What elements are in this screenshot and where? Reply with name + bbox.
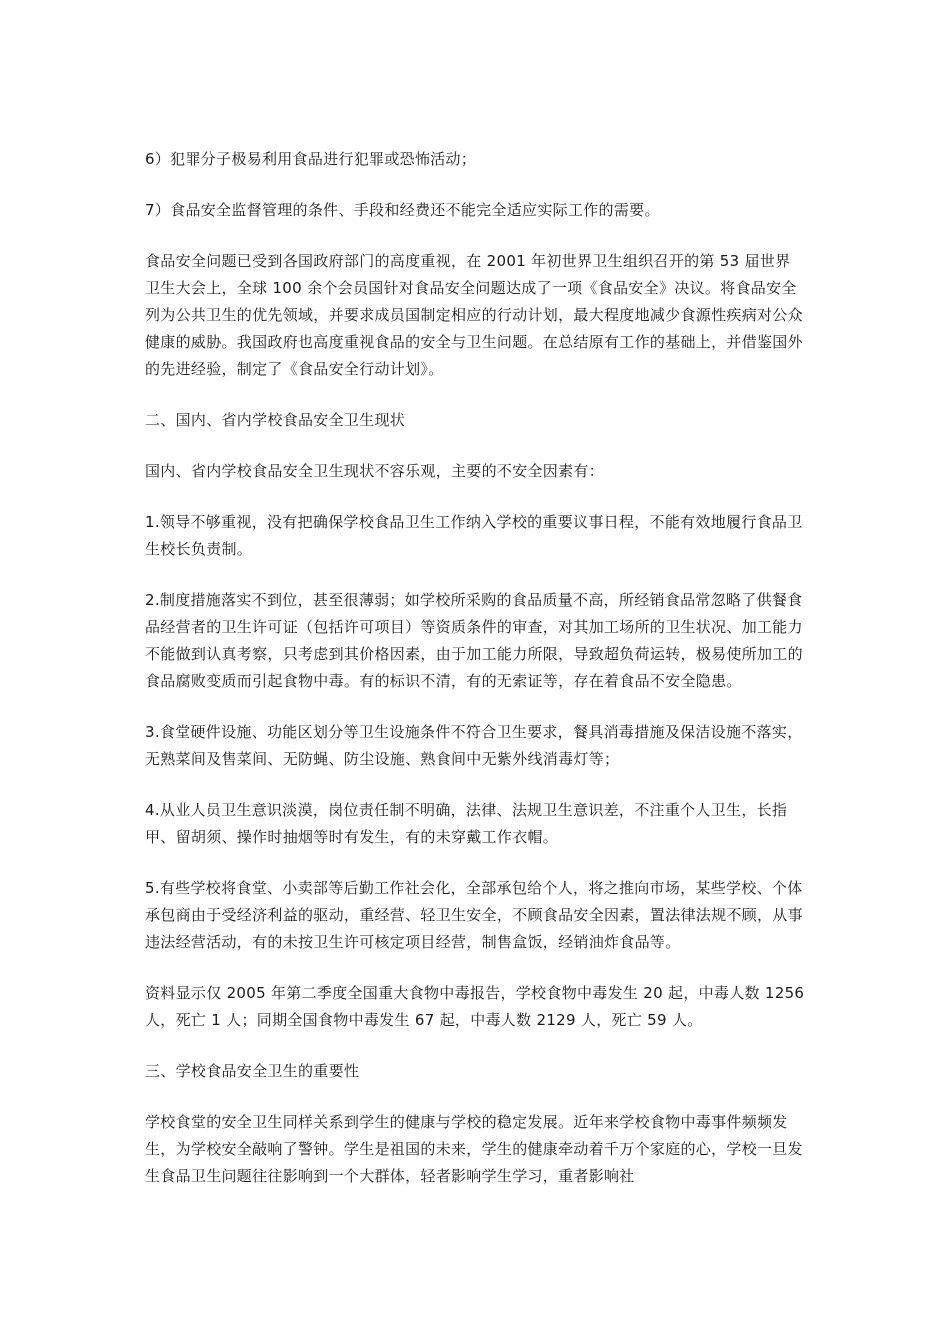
statistics-paragraph: 资料显示仅 2005 年第二季度全国重大食物中毒报告，学校食物中毒发生 20 起，中毒人数 1256 人，死亡 1 人；同期全国食物中毒发生 67 起，中毒人数 2129 人，死亡 59 人。 [145, 984, 805, 1029]
numbered-item-2: 2.制度措施落实不到位，甚至很薄弱；如学校所采购的食品质量不高，所经销食品常忽略了供餐食品经营者的卫生许可证（包括许可项目）等资质条件的审查，对其加工场所的卫生状况、加工能力不能做到认真考察，只考虑到其价格因素，由于加工能力所限，导致超负荷运转，极易使所加工的食品腐败变质而引起食物中毒。有的标识不清，有的无索证等，存在着食品不安全隐患。 [145, 591, 803, 690]
body-paragraph: 食品安全问题已受到各国政府部门的高度重视，在 2001 年初世界卫生组织召开的第 53 届世界卫生大会上，全球 100 余个会员国针对食品安全问题达成了一项《食品安全》决议。将食品安全列为公共卫生的优先领域，并要求成员国制定相应的行动计划，最大程度地减少食源性疾病对公众健康的威胁。我国政府也高度重视食品的安全与卫生问题。在总结原有工作的基础上，并借鉴国外的先进经验，制定了《食品安全行动计划》。 [145, 252, 803, 378]
numbered-item-3: 3.食堂硬件设施、功能区划分等卫生设施条件不符合卫生要求，餐具消毒措施及保洁设施不落实，无熟菜间及售菜间、无防蝇、防尘设施、熟食间中无紫外线消毒灯等； [145, 723, 803, 768]
document-body [145, 146, 805, 1214]
numbered-item-5: 5.有些学校将食堂、小卖部等后勤工作社会化，全部承包给个人，将之推向市场，某些学校、个体承包商由于受经济利益的驱动，重经营、轻卫生安全，不顾食品安全因素，置法律法规不顾，从事违法经营活动，有的未按卫生许可核定项目经营，制售盒饭，经销油炸食品等。 [145, 879, 803, 951]
section-heading-3: 三、学校食品安全卫生的重要性 [145, 1062, 360, 1080]
numbered-item-4: 4.从业人员卫生意识淡漠，岗位责任制不明确，法律、法规卫生意识差，不注重个人卫生，长指甲、留胡须、操作时抽烟等时有发生，有的未穿戴工作衣帽。 [145, 801, 788, 846]
list-item-6: 6）犯罪分子极易利用食品进行犯罪或恐怖活动； [145, 150, 477, 168]
body-paragraph: 学校食堂的安全卫生同样关系到学生的健康与学校的稳定发展。近年来学校食物中毒事件频频发生，为学校安全敲响了警钟。学生是祖国的未来，学生的健康牵动着千万个家庭的心，学校一旦发生食品卫生问题往往影响到一个大群体，轻者影响学生学习，重者影响社 [145, 1113, 803, 1185]
section-heading-2: 二、国内、省内学校食品安全卫生现状 [145, 411, 406, 429]
numbered-item-1: 1.领导不够重视，没有把确保学校食品卫生工作纳入学校的重要议事日程，不能有效地履行食品卫生校长负责制。 [145, 513, 803, 558]
list-item-7: 7）食品安全监督管理的条件、手段和经费还不能完全适应实际工作的需要。 [145, 201, 660, 219]
body-paragraph: 国内、省内学校食品安全卫生现状不容乐观，主要的不安全因素有： [145, 462, 605, 480]
